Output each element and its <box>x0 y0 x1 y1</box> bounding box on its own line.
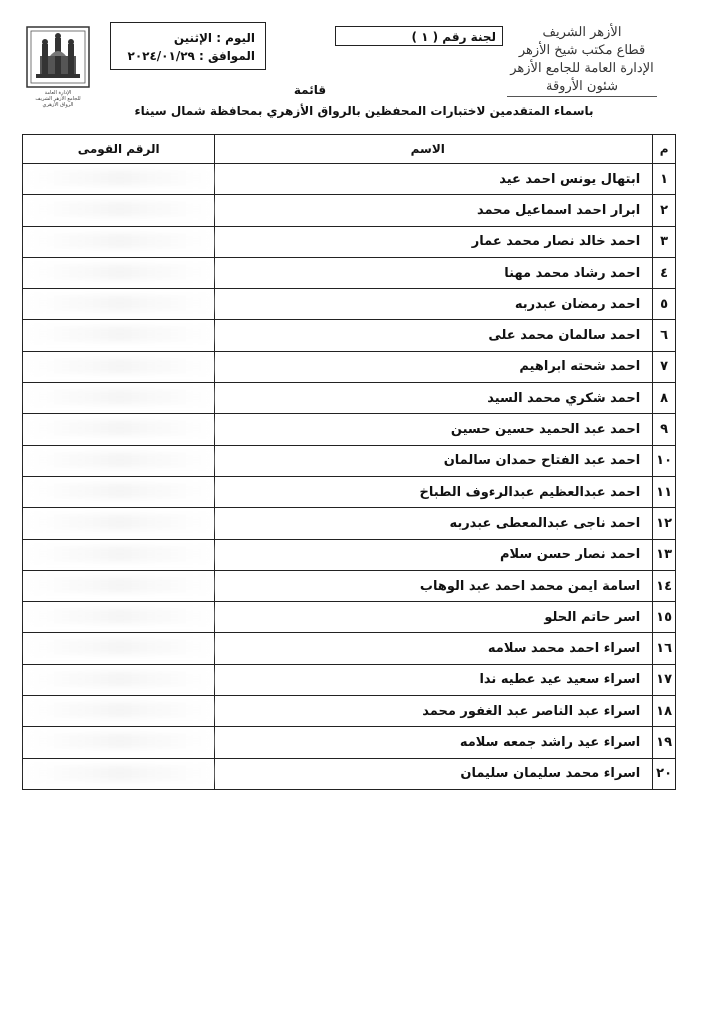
azhar-logo-icon <box>26 26 90 88</box>
logo-caption-line-3: الرواق الأزهري <box>42 102 74 108</box>
table-header-row <box>23 135 676 164</box>
table-row <box>23 539 676 570</box>
row-name: اسراء عيد راشد جمعه سلامه <box>215 727 653 758</box>
row-name: اسر حاتم الحلو <box>215 602 653 633</box>
table-row <box>23 508 676 539</box>
applicants-table <box>22 134 676 790</box>
row-num: ١٦ <box>653 633 676 664</box>
row-national-id-redacted <box>23 664 215 695</box>
table-row <box>23 414 676 445</box>
row-num: ١٨ <box>653 696 676 727</box>
table-row <box>23 351 676 382</box>
row-name: احمد عبد الحميد حسين حسين <box>215 414 653 445</box>
row-name: اسراء سعيد عيد عطيه ندا <box>215 664 653 695</box>
row-num: ١٣ <box>653 539 676 570</box>
row-national-id-redacted <box>23 727 215 758</box>
row-num: ٤ <box>653 257 676 288</box>
row-name: احمد شحته ابراهيم <box>215 351 653 382</box>
row-name: احمد خالد نصار محمد عمار <box>215 226 653 257</box>
table-row <box>23 383 676 414</box>
row-num: ١٢ <box>653 508 676 539</box>
table-row <box>23 758 676 789</box>
document-title: قائمة <box>293 83 327 97</box>
row-name: احمد سالمان محمد على <box>215 320 653 351</box>
row-national-id-redacted <box>23 570 215 601</box>
row-name: احمد عبد الفتاح حمدان سالمان <box>215 445 653 476</box>
table-row <box>23 226 676 257</box>
table-row <box>23 570 676 601</box>
row-num: ٥ <box>653 289 676 320</box>
row-name: ابرار احمد اسماعيل محمد <box>215 195 653 226</box>
row-num: ٦ <box>653 320 676 351</box>
row-name: احمد رشاد محمد مهنا <box>215 257 653 288</box>
row-name: ابتهال يونس احمد عيد <box>215 164 653 195</box>
row-num: ٣ <box>653 226 676 257</box>
org-line-4: شئون الأروقة <box>507 78 657 97</box>
row-num: ٢ <box>653 195 676 226</box>
row-national-id-redacted <box>23 257 215 288</box>
row-national-id-redacted <box>23 320 215 351</box>
row-national-id-redacted <box>23 164 215 195</box>
row-num: ١٥ <box>653 602 676 633</box>
row-national-id-redacted <box>23 602 215 633</box>
row-num: ٩ <box>653 414 676 445</box>
table-row <box>23 602 676 633</box>
table-row <box>23 289 676 320</box>
row-num: ٢٠ <box>653 758 676 789</box>
row-national-id-redacted <box>23 539 215 570</box>
table-row <box>23 320 676 351</box>
row-num: ١١ <box>653 476 676 507</box>
row-name: احمد عبدالعظيم عبدالرءوف الطباخ <box>215 476 653 507</box>
logo-caption-line-1: الإدارة العامة <box>44 90 72 96</box>
row-name: احمد رمضان عبدربه <box>215 289 653 320</box>
row-num: ١٧ <box>653 664 676 695</box>
row-name: اسراء محمد سليمان سليمان <box>215 758 653 789</box>
document-subtitle: باسماء المتقدمين لاختبارات المحفظين بالرواق الأزهري بمحافظة شمال سيناء <box>134 104 594 118</box>
header-national-id: الرقم القومى <box>23 135 215 164</box>
row-name: احمد نصار حسن سلام <box>215 539 653 570</box>
day-label: اليوم : الإثنين <box>173 31 255 45</box>
row-num: ١٠ <box>653 445 676 476</box>
header-num: م <box>653 135 676 164</box>
org-line-1: الأزهر الشريف <box>542 25 622 40</box>
row-num: ٧ <box>653 351 676 382</box>
row-national-id-redacted <box>23 414 215 445</box>
row-national-id-redacted <box>23 633 215 664</box>
row-name: اسراء احمد محمد سلامه <box>215 633 653 664</box>
date-box <box>110 22 266 70</box>
row-national-id-redacted <box>23 351 215 382</box>
row-name: احمد شكري محمد السيد <box>215 383 653 414</box>
row-num: ١ <box>653 164 676 195</box>
org-line-3: الإدارة العامة للجامع الأزهر <box>510 61 654 76</box>
table-row <box>23 696 676 727</box>
table-row <box>23 257 676 288</box>
row-name: اسامة ايمن محمد احمد عبد الوهاب <box>215 570 653 601</box>
table-row <box>23 664 676 695</box>
row-national-id-redacted <box>23 226 215 257</box>
date-label: الموافق : ٢٠٢٤/٠١/٢٩ <box>127 49 255 63</box>
row-num: ١٩ <box>653 727 676 758</box>
row-national-id-redacted <box>23 476 215 507</box>
row-national-id-redacted <box>23 195 215 226</box>
logo-caption-line-2: للجامع الأزهر الشريف <box>35 96 81 102</box>
row-national-id-redacted <box>23 508 215 539</box>
table-row <box>23 476 676 507</box>
table-row <box>23 727 676 758</box>
row-name: احمد ناجى عبدالمعطى عبدربه <box>215 508 653 539</box>
committee-number-box: لجنة رقم ( ١ ) <box>335 26 503 46</box>
row-national-id-redacted <box>23 445 215 476</box>
table-row <box>23 164 676 195</box>
row-national-id-redacted <box>23 289 215 320</box>
table-row <box>23 195 676 226</box>
row-name: اسراء عبد الناصر عبد الغفور محمد <box>215 696 653 727</box>
row-num: ٨ <box>653 383 676 414</box>
org-line-2: قطاع مكتب شيخ الأزهر <box>518 43 646 58</box>
table-row <box>23 445 676 476</box>
row-num: ١٤ <box>653 570 676 601</box>
table-row <box>23 633 676 664</box>
header-name: الاسم <box>215 135 653 164</box>
row-national-id-redacted <box>23 696 215 727</box>
row-national-id-redacted <box>23 758 215 789</box>
row-national-id-redacted <box>23 383 215 414</box>
